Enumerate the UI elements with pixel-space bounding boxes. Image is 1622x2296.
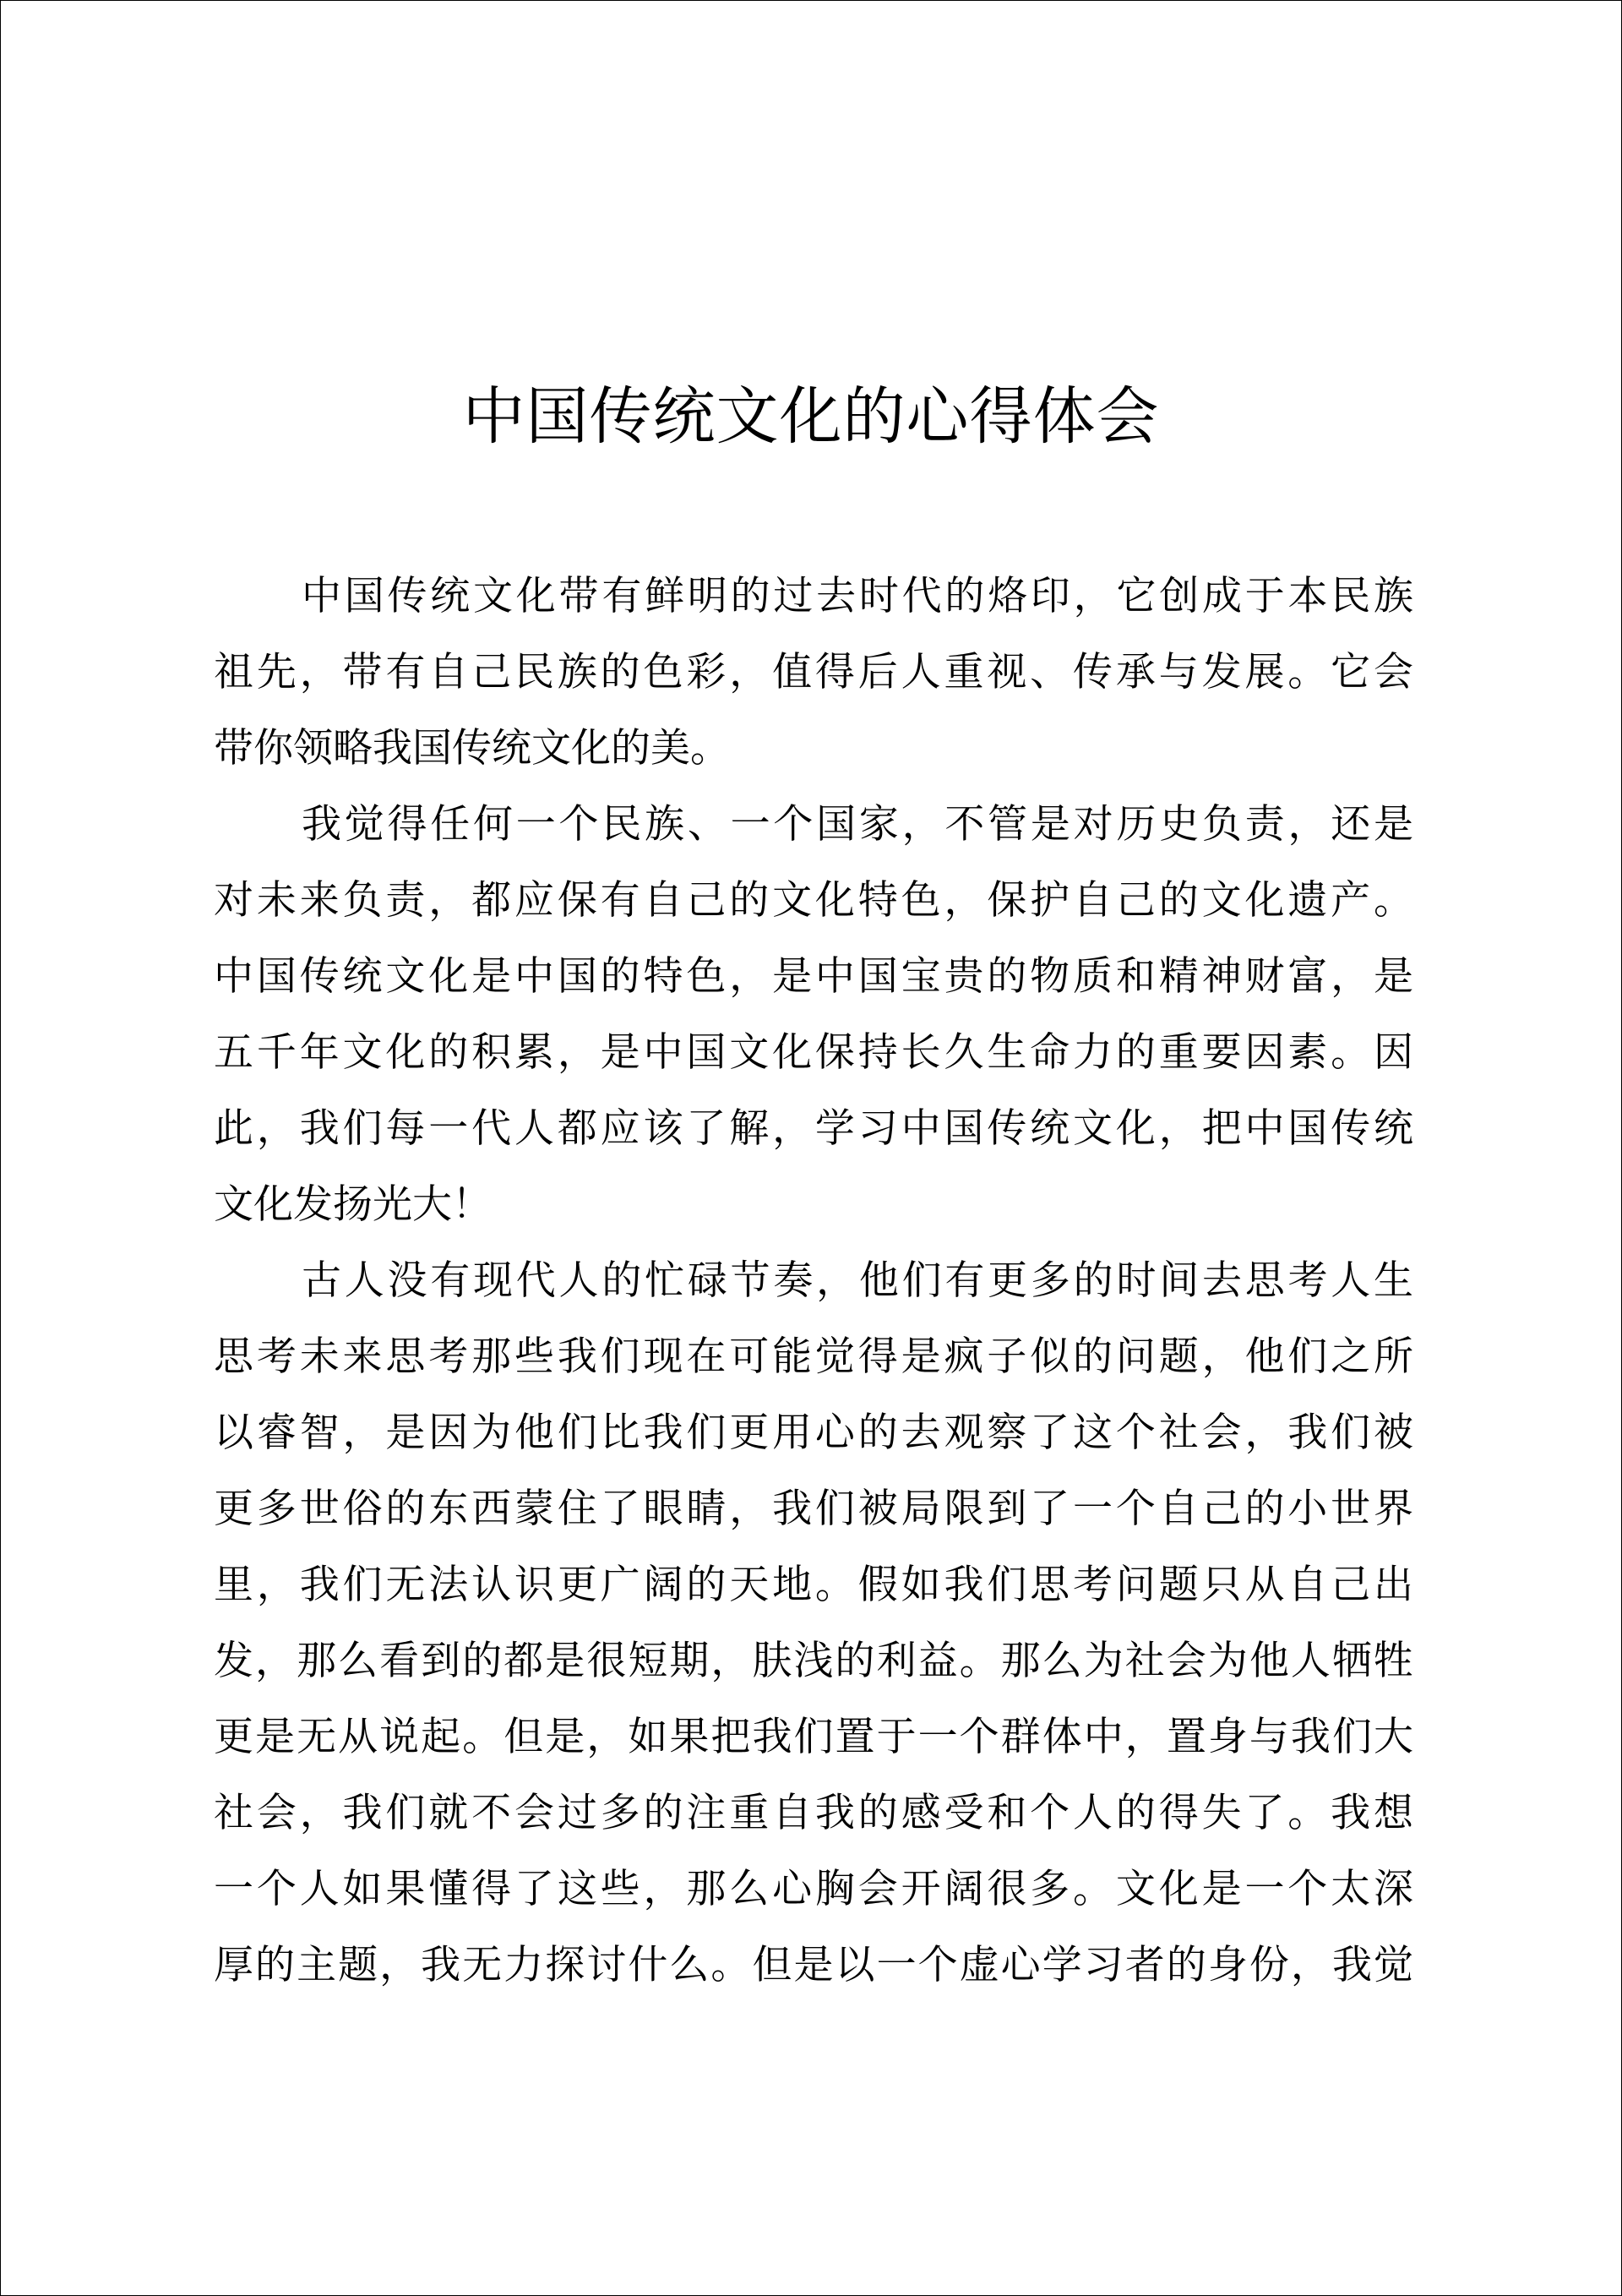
paragraph-2-line-3: 中国传统文化是中国的特色，是中国宝贵的物质和精神财富，是: [214, 953, 1413, 1000]
document-title: 中国传统文化的心得体会: [462, 380, 1160, 453]
paragraph-1-line-3: 带你领略我国传统文化的美。: [214, 725, 730, 772]
document-body: [214, 559, 1413, 2004]
paragraph-3-line-4: 更多世俗的东西蒙住了眼睛，我们被局限到了一个自己的小世界: [214, 1486, 1413, 1532]
paragraph-2-line-4: 五千年文化的积累，是中国文化保持长久生命力的重要因素。因: [214, 1029, 1413, 1076]
paragraph-2-line-2: 对未来负责，都应保有自己的文化特色，保护自己的文化遗产。: [214, 877, 1413, 924]
paragraph-2-line-1: 我觉得任何一个民族、一个国家，不管是对历史负责，还是: [302, 801, 1413, 848]
paragraph-3-line-9: 一个人如果懂得了这些，那么心胸会开阔很多。文化是一个太深: [214, 1866, 1413, 1912]
paragraph-1-line-1: 中国传统文化带有鲜明的过去时代的烙印，它创成于本民族: [302, 573, 1413, 619]
paragraph-2-line-6: 文化发扬光大！: [214, 1181, 492, 1228]
paragraph-3-line-8: 社会，我们就不会过多的注重自我的感受和个人的得失了。我想: [214, 1790, 1413, 1836]
paragraph-3-line-3: 以睿智，是因为他们比我们更用心的去观察了这个社会，我们被: [214, 1410, 1413, 1456]
paragraph-3-line-5: 里，我们无法认识更广阔的天地。假如我们思考问题只从自己出: [214, 1562, 1413, 1608]
paragraph-3-line-2: 思考未来思考那些我们现在可能觉得是疯子似的问题，他们之所: [214, 1333, 1413, 1380]
paragraph-3-line-6: 发，那么看到的都是很短期，肤浅的利益。那么为社会为他人牺牲: [214, 1638, 1413, 1684]
paragraph-3-line-7: 更是无从说起。但是，如果把我们置于一个群体中，置身与我们大: [214, 1714, 1413, 1760]
paragraph-3-line-10: 厚的主题，我无力探讨什么。但是以一个虚心学习者的身份，我觉: [214, 1942, 1413, 1988]
paragraph-3-line-1: 古人没有现代人的忙碌节奏，他们有更多的时间去思考人生: [302, 1257, 1413, 1304]
paragraph-1-line-2: 祖先，带有自己民族的色彩，值得后人重视、传承与发展。它会: [214, 649, 1413, 695]
paragraph-2-line-5: 此，我们每一代人都应该了解，学习中国传统文化，把中国传统: [214, 1105, 1413, 1152]
